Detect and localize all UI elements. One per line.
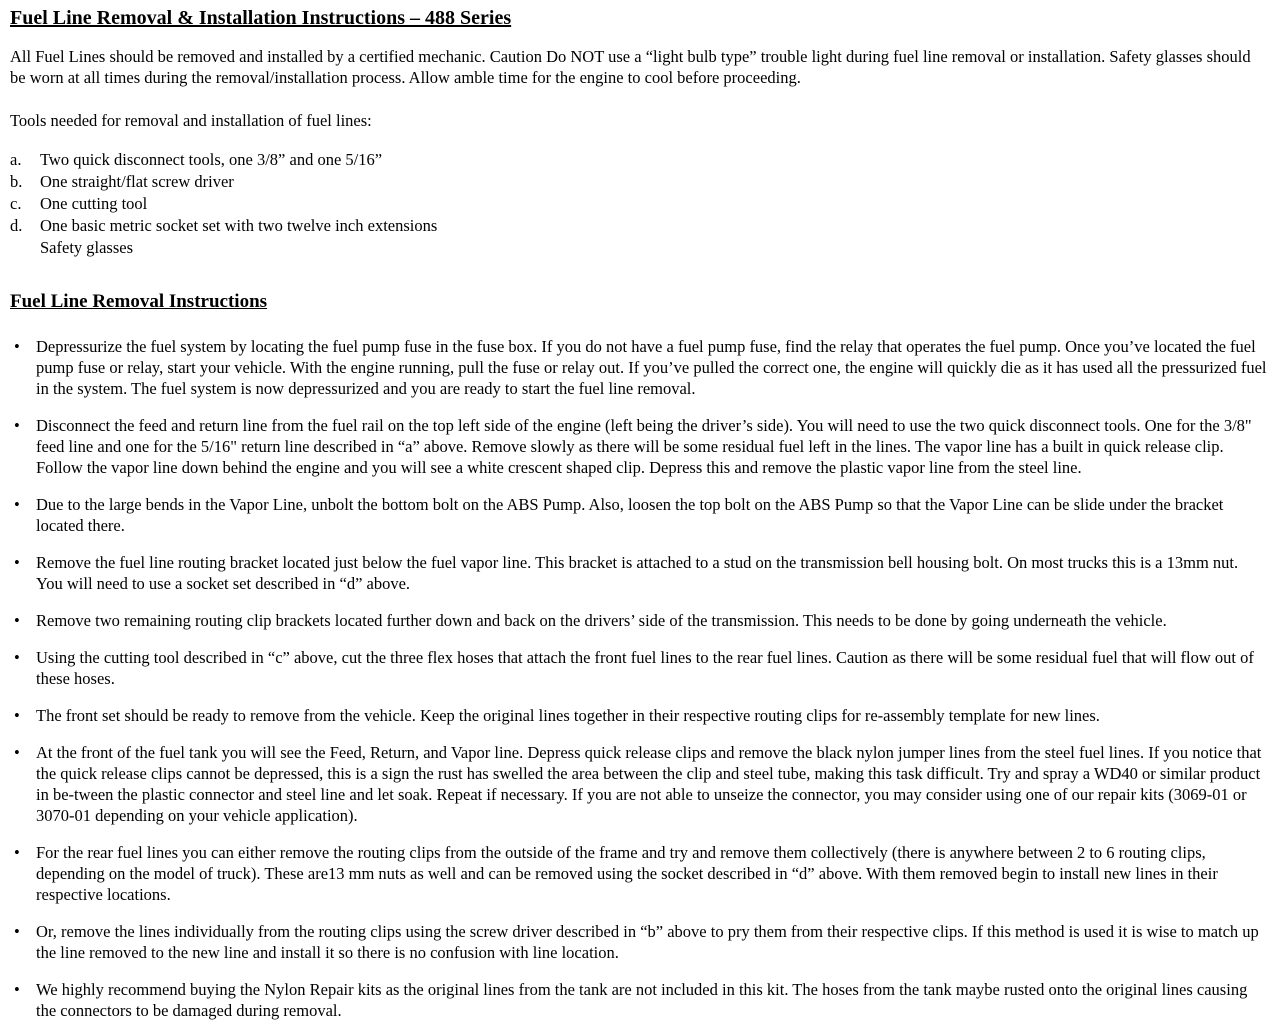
bullet-icon: • xyxy=(14,980,20,999)
list-item xyxy=(10,552,1267,594)
list-item xyxy=(10,979,1267,1021)
list-item xyxy=(10,193,1267,215)
list-item xyxy=(10,494,1267,536)
list-item-text: The front set should be ready to remove from the vehicle. Keep the original lines together in their respective routing clips for re-assembly template for new lines. xyxy=(36,706,1100,725)
list-item xyxy=(10,171,1267,193)
list-item xyxy=(10,215,1267,237)
list-item xyxy=(10,336,1267,399)
bullet-icon: • xyxy=(14,843,20,862)
list-letter: a. xyxy=(10,150,22,169)
list-item-text: Depressurize the fuel system by locating the fuel pump fuse in the fuse box. If you do not have a fuel pump fuse, find the relay that operates the fuel pump. Once you’ve located the fuel pump fuse or relay, start your vehicle. With the engine running, pull the fuse or relay out. If you’ve pulled the correct one, the engine will quickly die as it has used all the pressurized fuel in the system. The fuel system is now depressurized and you are ready to start the fuel line removal. xyxy=(36,337,1267,398)
list-item xyxy=(10,705,1267,726)
bullet-icon: • xyxy=(14,337,20,356)
list-item-text: Remove the fuel line routing bracket located just below the fuel vapor line. This bracket is attached to a stud on the transmission bell housing bolt. On most trucks this is a 13mm nut. You will need to use a socket set described in “d” above. xyxy=(36,553,1239,593)
list-letter: b. xyxy=(10,172,23,191)
bullet-icon: • xyxy=(14,743,20,762)
list-item xyxy=(10,149,1267,171)
list-item xyxy=(10,742,1267,826)
list-item xyxy=(10,237,1267,259)
bullet-icon: • xyxy=(14,416,20,435)
list-item-text: For the rear fuel lines you can either remove the routing clips from the outside of the frame and try and remove them collectively (there is anywhere between 2 to 6 routing clips, depending on the model of truck). These are13 mm nuts as well and can be removed using the socket described in “d” above. With them removed begin to install new lines in their respective locations. xyxy=(36,843,1218,904)
list-item-text: Or, remove the lines individually from the routing clips using the screw driver described in “b” above to pry them from their respective clips. If this method is used it is wise to match up the line removed to the new line and install it so there is no confusion with line location. xyxy=(36,922,1259,962)
list-letter: c. xyxy=(10,194,22,213)
section-heading: Fuel Line Removal Instructions xyxy=(10,291,268,312)
list-item-text: At the front of the fuel tank you will see the Feed, Return, and Vapor line. Depress quick release clips and remove the black nylon jumper lines from the steel fuel lines. If you notice that the quick release clips cannot be depressed, this is a sign the rust has swelled the area between the clip and steel tube, making this task difficult. Try and spray a WD40 or similar product in be-tween the plastic connector and steel line and let soak. Repeat if necessary. If you are not able to unseize the connector, you may consider using one of our repair kits (3069-01 or 3070-01 depending on your vehicle application). xyxy=(36,743,1262,825)
document-title: Fuel Line Removal & Installation Instructions – 488 Series xyxy=(10,7,512,29)
list-item xyxy=(10,921,1267,963)
list-letter: d. xyxy=(10,216,23,235)
tools-lead-paragraph: Tools needed for removal and installation of fuel lines: xyxy=(10,111,372,130)
removal-instructions-list xyxy=(10,336,1267,1021)
list-item xyxy=(10,610,1267,631)
list-item-text: Due to the large bends in the Vapor Line, unbolt the bottom bolt on the ABS Pump. Also, loosen the top bolt on the ABS Pump so that the Vapor Line can be slide under the bracket located there. xyxy=(36,495,1224,535)
bullet-icon: • xyxy=(14,553,20,572)
list-item-text: Remove two remaining routing clip brackets located further down and back on the drivers’ side of the transmission. This needs to be done by going underneath the vehicle. xyxy=(36,611,1167,630)
list-item xyxy=(10,647,1267,689)
list-item xyxy=(10,842,1267,905)
list-item-text: We highly recommend buying the Nylon Repair kits as the original lines from the tank are not included in this kit. The hoses from the tank maybe rusted onto the original lines causing the connectors to be damaged during removal. xyxy=(36,980,1248,1020)
list-item-text: One cutting tool xyxy=(40,194,148,213)
list-item-text: Using the cutting tool described in “c” above, cut the three flex hoses that attach the front fuel lines to the rear fuel lines. Caution as there will be some residual fuel that will flow out of these hoses. xyxy=(36,648,1254,688)
list-item-text: Disconnect the feed and return line from the fuel rail on the top left side of the engine (left being the driver’s side). You will need to use the two quick disconnect tools. One for the 3/8" feed line and one for the 5/16" return line described in “a” above. Remove slowly as there will be some residual fuel left in the lines. The vapor line has a built in quick release clip. Follow the vapor line down behind the engine and you will see a white crescent shaped clip. Depress this and remove the plastic vapor line from the steel line. xyxy=(36,416,1252,477)
bullet-icon: • xyxy=(14,706,20,725)
tools-list xyxy=(10,149,1267,259)
list-item-text: Safety glasses xyxy=(40,238,134,257)
bullet-icon: • xyxy=(14,611,20,630)
list-item-text: One straight/flat screw driver xyxy=(40,172,234,191)
intro-paragraph: All Fuel Lines should be removed and installed by a certified mechanic. Caution Do NOT use a “light bulb type” trouble light during fuel line removal or installation. Safety glasses should be worn at all times during the removal/installation process. Allow amble time for the engine to cool before proceeding. xyxy=(10,47,1251,87)
list-letter xyxy=(10,237,40,259)
list-item xyxy=(10,415,1267,478)
list-item-text: One basic metric socket set with two twelve inch extensions xyxy=(40,216,438,235)
bullet-icon: • xyxy=(14,495,20,514)
bullet-icon: • xyxy=(14,922,20,941)
list-item-text: Two quick disconnect tools, one 3/8” and one 5/16” xyxy=(40,150,383,169)
bullet-icon: • xyxy=(14,648,20,667)
